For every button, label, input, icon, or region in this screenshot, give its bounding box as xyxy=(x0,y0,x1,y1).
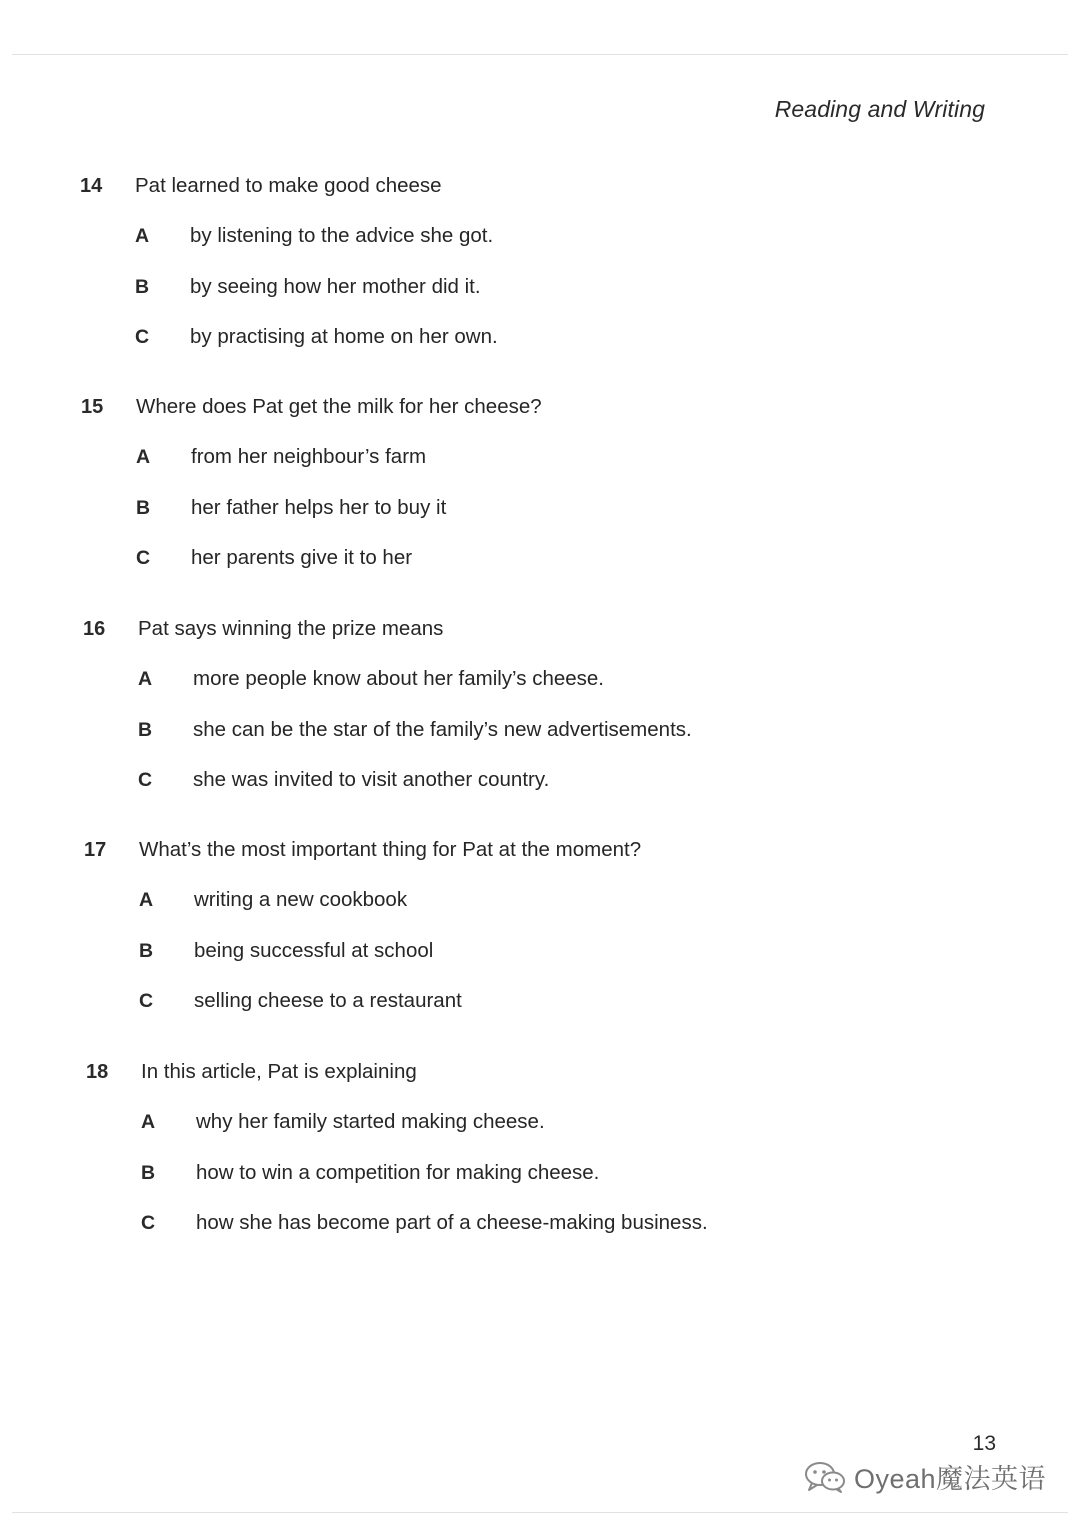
option-letter: B xyxy=(138,718,153,741)
option-text: by seeing how her mother did it. xyxy=(190,274,481,298)
option-a xyxy=(86,1110,846,1161)
option-letter: B xyxy=(139,939,154,962)
question-number: 15 xyxy=(81,396,104,418)
question-17 xyxy=(84,838,844,1040)
option-text: how to win a competition for making cheese. xyxy=(196,1160,600,1184)
question-text: Pat says winning the prize means xyxy=(138,617,444,640)
option-a xyxy=(83,667,843,718)
option-text: her parents give it to her xyxy=(191,546,413,569)
question-14 xyxy=(80,174,840,376)
question-16 xyxy=(83,617,843,819)
option-text: more people know about her family’s cheese. xyxy=(193,667,604,690)
option-c xyxy=(83,768,843,819)
option-letter: A xyxy=(135,225,150,247)
option-letter: B xyxy=(135,275,150,298)
question-15 xyxy=(81,395,841,597)
option-c xyxy=(80,325,840,376)
option-letter: A xyxy=(141,1111,156,1133)
option-b xyxy=(86,1161,846,1212)
option-text: her father helps her to buy it xyxy=(191,495,447,519)
option-letter: A xyxy=(136,446,151,468)
option-letter: B xyxy=(141,1161,156,1184)
question-number: 17 xyxy=(84,839,107,861)
option-letter: C xyxy=(141,1212,156,1234)
question-text: Pat learned to make good cheese xyxy=(135,174,442,197)
option-a xyxy=(80,224,840,275)
option-letter: C xyxy=(138,769,153,791)
option-text: being successful at school xyxy=(194,938,434,962)
option-b xyxy=(80,275,840,326)
option-a xyxy=(84,888,844,939)
option-b xyxy=(81,496,841,547)
question-number: 18 xyxy=(86,1061,109,1083)
option-b xyxy=(84,939,844,990)
question-number: 14 xyxy=(80,175,103,197)
page-number: 13 xyxy=(972,1432,996,1455)
question-text: In this article, Pat is explaining xyxy=(141,1060,417,1083)
option-a xyxy=(81,445,841,496)
option-letter: A xyxy=(138,668,153,690)
watermark xyxy=(802,1457,1046,1496)
option-text: selling cheese to a restaurant xyxy=(194,989,462,1012)
option-c xyxy=(81,546,841,597)
watermark-text: Oyeah魔法英语 xyxy=(853,1464,1046,1494)
section-title: Reading and Writing xyxy=(774,96,985,122)
option-text: from her neighbour’s farm xyxy=(191,445,427,468)
question-text: What’s the most important thing for Pat at the moment? xyxy=(139,838,642,861)
option-text: she was invited to visit another country. xyxy=(193,768,550,791)
option-text: why her family started making cheese. xyxy=(196,1110,545,1133)
option-text: by listening to the advice she got. xyxy=(190,224,494,247)
wechat-icon xyxy=(802,1460,848,1494)
option-text: by practising at home on her own. xyxy=(190,325,498,348)
option-text: she can be the star of the family’s new advertisements. xyxy=(193,717,692,741)
option-c xyxy=(84,989,844,1040)
option-letter: C xyxy=(136,547,151,569)
option-letter: B xyxy=(136,496,151,519)
option-text: writing a new cookbook xyxy=(194,888,408,911)
option-c xyxy=(86,1211,846,1262)
option-text: how she has become part of a cheese-making business. xyxy=(196,1211,708,1234)
question-18 xyxy=(86,1060,846,1262)
option-letter: C xyxy=(135,326,150,348)
top-divider xyxy=(12,54,1068,55)
question-number: 16 xyxy=(83,618,106,640)
option-letter: A xyxy=(139,889,154,911)
option-b xyxy=(83,718,843,769)
bottom-divider xyxy=(12,1512,1068,1513)
option-letter: C xyxy=(139,990,154,1012)
question-text: Where does Pat get the milk for her cheese? xyxy=(136,395,542,418)
